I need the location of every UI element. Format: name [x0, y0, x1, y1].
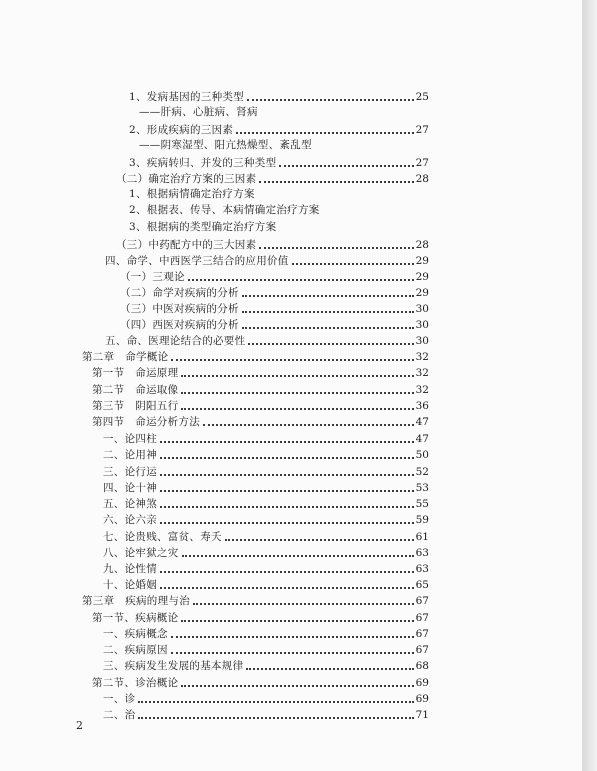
toc-entry	[116, 172, 429, 186]
toc-entry-page: 28	[415, 173, 429, 185]
toc-entry-page: 32	[415, 367, 429, 379]
toc-entry-title: 十、论婚姻	[103, 579, 157, 591]
toc-entry-page: 30	[415, 303, 429, 315]
toc-chapter-entry	[82, 350, 429, 364]
toc-entry-title: 第四节 命运分析方法	[92, 416, 200, 428]
toc-entry-page: 55	[415, 498, 429, 510]
toc-entry-page: 63	[415, 547, 429, 559]
toc-entry-title: 九、论性情	[103, 563, 157, 575]
toc-entry-page: 27	[415, 124, 429, 136]
toc-subline: 2、根据表、传导、本病情确定治疗方案	[129, 204, 320, 216]
toc-entry-page: 47	[415, 433, 429, 445]
toc-entry	[103, 627, 429, 641]
toc-entry	[103, 546, 429, 560]
toc-entry-title: 五、论神煞	[103, 498, 157, 510]
toc-entry	[116, 238, 429, 252]
toc-entry-title: 六、论六亲	[103, 514, 157, 526]
toc-entry	[103, 497, 429, 511]
toc-entry-title: 一、论四柱	[103, 433, 157, 445]
toc-entry	[105, 254, 429, 268]
toc-entry-title: 五、命、医理论结合的必要性	[105, 335, 246, 347]
toc-entry-page: 68	[415, 660, 429, 672]
toc-entry	[92, 676, 429, 690]
toc-entry-title: 第一节 命运原理	[92, 367, 179, 379]
toc-entry	[120, 302, 429, 316]
toc-entry	[105, 334, 429, 348]
toc-entry-title: 一、诊	[103, 693, 136, 705]
toc-entry-page: 30	[415, 335, 429, 347]
toc-entry	[120, 270, 429, 284]
toc-entry-page: 29	[415, 287, 429, 299]
toc-entry	[120, 318, 429, 332]
toc-entry-title: 三、疾病发生发展的基本规律	[103, 660, 244, 672]
toc-entry-title: （二）确定治疗方案的三因素	[116, 173, 257, 185]
toc-entry	[103, 481, 429, 495]
toc-entry-page: 63	[415, 563, 429, 575]
toc-entry	[103, 562, 429, 576]
toc-entry-title: （三）中医对疾病的分析	[120, 303, 239, 315]
toc-entry-title: （一）三观论	[120, 271, 185, 283]
toc-entry-title: 八、论牢狱之灾	[103, 547, 179, 559]
toc-entry-page: 69	[415, 693, 429, 705]
toc-entry-page: 36	[415, 400, 429, 412]
toc-entry-title: （三）中药配方中的三大因素	[116, 239, 257, 251]
toc-entry-title: 第二节、诊治概论	[92, 677, 179, 689]
toc-entry-page: 25	[415, 91, 429, 103]
toc-entry	[103, 432, 429, 446]
toc-entry-title: 一、疾病概念	[103, 628, 168, 640]
toc-entry-title: 第三章 疾病的理与治	[82, 595, 190, 607]
toc-entry-page: 32	[415, 384, 429, 396]
toc-entry-title: 1、发病基因的三种类型	[129, 91, 244, 103]
toc-entry	[103, 708, 429, 722]
toc-entry-title: 七、论贵贱、富贫、寿夭	[103, 531, 222, 543]
toc-entry	[103, 659, 429, 673]
toc-subline: ——肝病、心脏病、肾病	[139, 106, 258, 118]
toc-subline: 1、根据病情确定治疗方案	[129, 188, 255, 200]
toc-entry-page: 71	[415, 709, 429, 721]
toc-entry-title: 四、论十神	[103, 482, 157, 494]
toc-entry	[103, 513, 429, 527]
toc-entry-page: 67	[415, 595, 429, 607]
toc-entry-page: 61	[415, 531, 429, 543]
page-edge-shadow	[582, 0, 597, 771]
toc-entry-title: （四）西医对疾病的分析	[120, 319, 239, 331]
toc-entry-page: 28	[415, 239, 429, 251]
toc-entry-page: 47	[415, 416, 429, 428]
toc-entry	[103, 643, 429, 657]
toc-entry	[92, 366, 429, 380]
toc-entry-page: 32	[415, 351, 429, 363]
toc-subline: ——阴寒湿型、阳亢热燥型、紊乱型	[139, 139, 312, 151]
toc-entry	[92, 383, 429, 397]
toc-entry-title: 第三节 阴阳五行	[92, 400, 179, 412]
toc-entry-title: （二）命学对疾病的分析	[120, 287, 239, 299]
toc-entry-title: 二、论用神	[103, 449, 157, 461]
toc-entry	[92, 611, 429, 625]
toc-entry-title: 二、疾病原因	[103, 644, 168, 656]
toc-entry-title: 3、疾病转归、并发的三种类型	[129, 157, 277, 169]
toc-subline: 3、根据病的类型确定治疗方案	[129, 221, 277, 233]
toc-entry-page: 67	[415, 628, 429, 640]
toc-entry	[129, 90, 429, 104]
toc-entry-page: 29	[415, 271, 429, 283]
toc-entry	[103, 448, 429, 462]
toc-entry	[129, 156, 429, 170]
toc-entry-page: 27	[415, 157, 429, 169]
toc-entry	[92, 399, 429, 413]
toc-entry-title: 第二节 命运取像	[92, 384, 179, 396]
toc-entry-page: 53	[415, 482, 429, 494]
toc-entry-title: 四、命学、中西医学三结合的应用价值	[105, 255, 289, 267]
toc-entry-title: 第二章 命学概论	[82, 351, 169, 363]
toc-entry-page: 52	[415, 466, 429, 478]
toc-entry	[120, 286, 429, 300]
toc-entry	[129, 123, 429, 137]
toc-entry-title: 第一节、疾病概论	[92, 612, 179, 624]
page-number: 2	[76, 719, 83, 732]
toc-entry-title: 2、形成疾病的三因素	[129, 124, 234, 136]
toc-chapter-entry	[82, 594, 429, 608]
toc-entry-page: 65	[415, 579, 429, 591]
toc-entry-title: 三、论行运	[103, 466, 157, 478]
toc-entry-page: 69	[415, 677, 429, 689]
toc-entry-page: 30	[415, 319, 429, 331]
toc-entry-page: 59	[415, 514, 429, 526]
toc-entry-page: 67	[415, 612, 429, 624]
toc-entry-title: 二、治	[103, 709, 136, 721]
toc-entry-page: 67	[415, 644, 429, 656]
toc-entry	[103, 530, 429, 544]
toc-entry	[103, 692, 429, 706]
toc-entry	[103, 578, 429, 592]
toc-entry	[103, 465, 429, 479]
toc-entry-page: 29	[415, 255, 429, 267]
toc-entry-page: 50	[415, 449, 429, 461]
toc-entry	[92, 415, 429, 429]
